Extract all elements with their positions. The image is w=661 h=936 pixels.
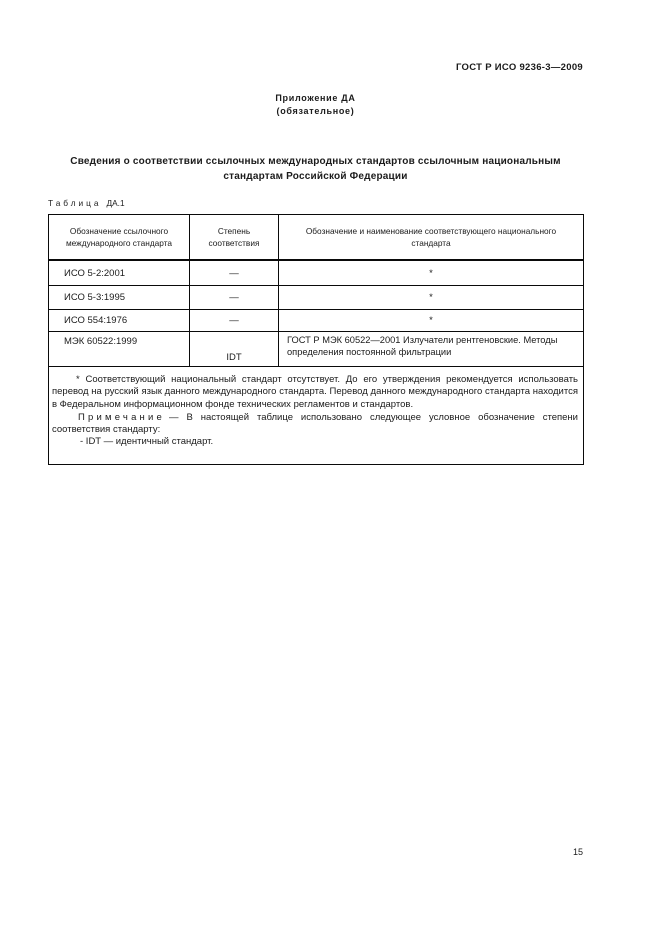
column-header-national: Обозначение и наименование соответствующего национального стандарта — [279, 215, 584, 261]
section-title-line2: стандартам Российской Федерации — [223, 171, 408, 182]
annex-heading — [48, 92, 583, 118]
cell-national: * — [279, 260, 584, 286]
cell-degree: — — [190, 286, 279, 310]
table-footnote: * Соответствующий национальный стандарт отсутствует. До его утверждения рекомендуется использовать перевод на русский язык данного международного стандарта. Перевод данного международного стандарта находится в Федеральном информационном фонде технических регламентов и стандартов. — [52, 374, 578, 410]
section-title-line1: Сведения о соответствии ссылочных международных стандартов ссылочным национальным — [70, 156, 561, 167]
table-caption-number: ДА.1 — [106, 198, 125, 208]
annex-type: (обязательное) — [276, 106, 355, 116]
correspondence-table — [48, 214, 584, 465]
table-row — [49, 332, 584, 367]
cell-standard: МЭК 60522:1999 — [49, 332, 190, 367]
cell-standard: ИСО 554:1976 — [49, 310, 190, 332]
table-row — [49, 260, 584, 286]
table-note — [52, 412, 578, 437]
table-row — [49, 310, 584, 332]
annex-label: Приложение ДА — [275, 93, 356, 103]
column-header-degree: Степень соответствия — [190, 215, 279, 261]
table-caption — [48, 198, 583, 209]
table-caption-word: Таблица — [48, 198, 102, 208]
running-head: ГОСТ Р ИСО 9236-3—2009 — [456, 62, 583, 73]
cell-national: * — [279, 310, 584, 332]
table-header-row — [49, 215, 584, 261]
table-row — [49, 286, 584, 310]
cell-degree: — — [190, 260, 279, 286]
note-text: — В настоящей таблице использовано следующее условное обозначение степени соответствия стандарту: — [52, 411, 578, 436]
section-title — [48, 154, 583, 184]
page-content — [48, 0, 583, 465]
table-footnote-cell — [49, 367, 584, 465]
note-item: - IDT — идентичный стандарт. — [80, 436, 214, 448]
cell-degree: — — [190, 310, 279, 332]
cell-national: * — [279, 286, 584, 310]
column-header-standard: Обозначение ссылочного международного стандарта — [49, 215, 190, 261]
cell-degree: IDT — [190, 332, 279, 367]
page-number: 15 — [572, 847, 583, 857]
cell-national: ГОСТ Р МЭК 60522—2001 Излучатели рентгеновские. Методы определения постоянной фильтрации — [279, 332, 584, 367]
table-footnote-row — [49, 367, 584, 465]
cell-standard: ИСО 5-3:1995 — [49, 286, 190, 310]
cell-standard: ИСО 5-2:2001 — [49, 260, 190, 286]
note-label: Примечание — [78, 411, 165, 423]
